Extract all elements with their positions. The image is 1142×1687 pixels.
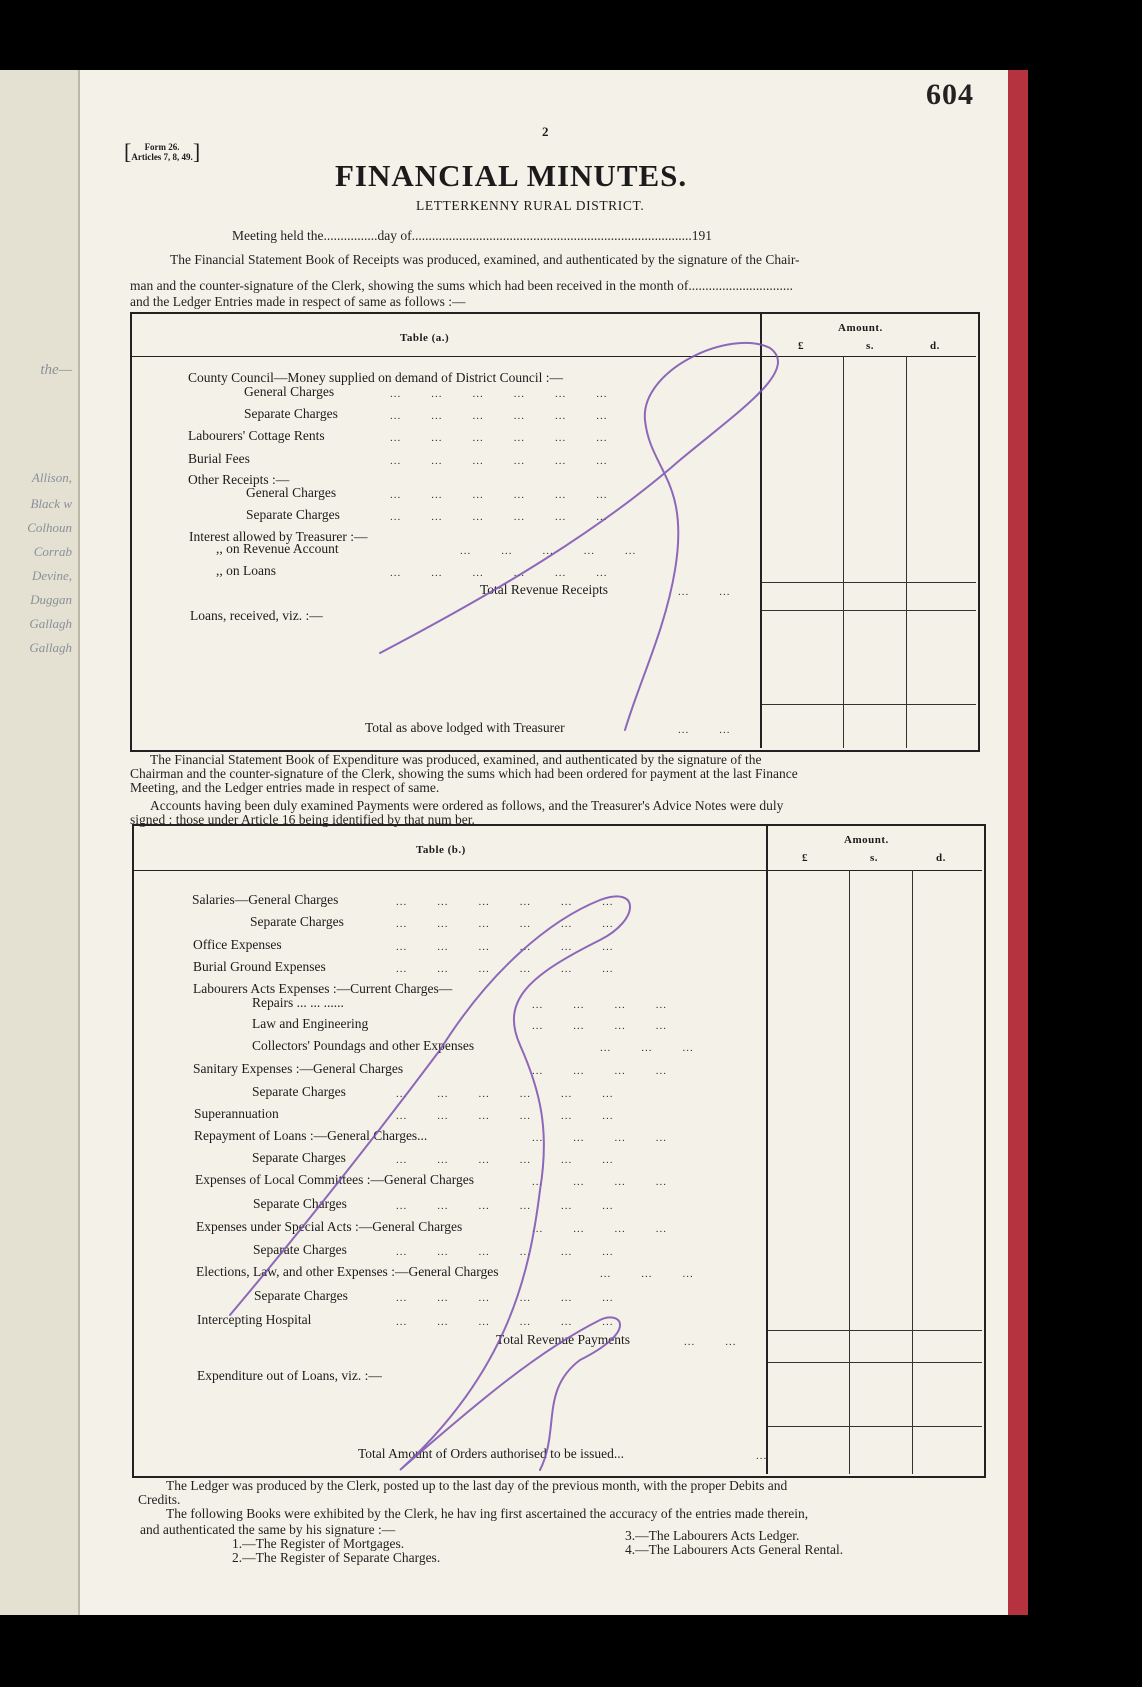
table-a-row: ,, on Revenue Account <box>216 541 339 556</box>
left-facing-page <box>0 70 80 1615</box>
table-b-amount-divider <box>766 826 768 1474</box>
table-b-row: Separate Charges <box>253 1196 347 1211</box>
table-a-row: Labourers' Cottage Rents <box>188 428 325 443</box>
table-a-row: County Council—Money supplied on demand of District Council :— <box>188 370 563 385</box>
left-page-fragment: Corrab <box>33 544 72 559</box>
table-b-title: Table (b.) <box>416 844 466 856</box>
table-b-row: Separate Charges <box>250 914 344 929</box>
table-a-row: Total Revenue Receipts <box>480 582 609 597</box>
book-list-item: 1.—The Register of Mortgages. <box>232 1536 405 1551</box>
meeting-line: Meeting held the................day of...................................................................................191 <box>232 228 712 243</box>
table-a-row: Interest allowed by Treasurer :— <box>189 529 368 544</box>
table-b-row: Office Expenses <box>193 937 282 952</box>
footer-line: The Ledger was produced by the Clerk, posted up to the last day of the previous month, with the proper Debits and <box>166 1478 788 1493</box>
table-a-row: General Charges <box>246 485 337 500</box>
table-b-subtotal-rule <box>768 1362 982 1363</box>
intro-text-line: man and the counter-signature of the Clerk, showing the sums which had been received in the month of............................... <box>130 278 793 293</box>
table-b-row: Sanitary Expenses :—General Charges <box>193 1061 404 1076</box>
left-page-fragment: Black w <box>30 496 72 511</box>
left-page-fragment: Gallagh <box>29 616 72 631</box>
table-a-row: Loans, received, viz. :— <box>190 608 323 623</box>
table-b-row: Total Revenue Payments <box>496 1332 631 1347</box>
left-page-fragment: Colhoun <box>27 520 72 535</box>
table-a-col-rule <box>843 356 844 748</box>
footer-line: The following Books were exhibited by the Clerk, he hav ing first ascertained the accuracy of the entries made therein, <box>166 1506 809 1521</box>
table-a-title: Table (a.) <box>400 332 450 344</box>
book-list-item: 3.—The Labourers Acts Ledger. <box>625 1528 800 1543</box>
footer-line: and authenticated the same by his signature :— <box>140 1522 396 1537</box>
district-name: LETTERKENNY RURAL DISTRICT. <box>416 198 645 213</box>
table-b-row: Separate Charges <box>252 1084 346 1099</box>
table-b-row: Elections, Law, and other Expenses :—General Charges <box>196 1264 499 1279</box>
table-a-row: ,, on Loans <box>216 563 276 578</box>
table-a-total-rule <box>762 704 976 705</box>
table-b-row: Burial Ground Expenses <box>193 959 326 974</box>
table-b-row: Separate Charges <box>254 1288 348 1303</box>
table-b-header-rule <box>134 870 982 871</box>
table-b-subtotal-rule <box>768 1330 982 1331</box>
table-b-col-pence: d. <box>936 852 946 864</box>
left-page-fragment: the— <box>40 362 72 378</box>
book-list-item: 2.—The Register of Separate Charges. <box>232 1550 441 1565</box>
table-b-total-rule <box>768 1426 982 1427</box>
left-page-fragment: Gallagh <box>29 640 72 655</box>
ledger-page: 604 2 [ Form 26. Articles 7, 8, 49.] FINANCIAL MINUTES. LETTERKENNY RURAL DISTRICT. Meeting held the................day of...................................................................................191 The Financial Statement Book of Receipts was produced, examined, and authenticated by the signature of the Chair- man and the counter-signature of the Clerk, showing the sums which had been received in the month of............................... and the Ledger Entries made in respect of same as follows :— Table (a.) Amount. £ s. d. County Council—Money supplied on demand of District Council :— General Charges Separate Charges Labourers' Cottage Rents Burial Fees Other Receipts :— General Charges Separate Charges Interest allowed by Treasurer :— ,, on Revenue Account ,, on Loans Total Revenue Receipts Loans, received, viz. :— Total as above lodged with Treasurer ... ... ... ... ... ... ... ... ... ... ... ... ... ... ... ... ... ... ... ... ... ... ... ... ... ... ... ... ... ... ... ... ... ... ... ... ... ... ... ... ... ... ... ... ... ... ... ... ... ... ... The Financial Statement Book of Expenditure was produced, examined, and authenticated by the signature of the Chairman and the counter-signature of the Clerk, showing the sums which had been ordered for payment at the last Finance Meeting, and the Ledger entries made in respect of same. Accounts having been duly examined Payments were ordered as follows, and the Treasurer's Advice Notes were duly signed : those under Article 16 being identified by that num ber. Table (b.) Amount. £ s. d. Salaries—General Charges Separate Charges Office Expenses Burial Ground Expenses Labourers Acts Expenses :—Current Charges— Repairs ... ... ...... Law and Engineering Collectors' Poundags and other Expenses Sanitary Expenses :—General Charges Separate Charges Superannuation Repayment of Loans :—General Charges... Separate Charges Expenses of Local Committees :—General Charges Separate Charges Expenses under Special Acts :—General Charges Separate Charges Elections, Law, and other Expenses :—General Charges Separate Charges Intercepting Hospital Total Revenue Payments Expenditure out of Loans, viz. :— Total Amount of Orders authorised to be issued... ... ... ... ... ... ... ... ... ... ... ... ... ... ... ... ... ... ... ... ... ... ... ... ... ... ... ... ... ... ... ... ... ... ... ... ... ... ... ... ... ... ... ... ... ... ... ... ... ... ... ... ... ... ... ... ... ... ... ... ... ... ... ... ... ... ... ... ... ... ... ... ... ... ... ... ... ... ... ... ... ... ... ... ... ... ... ... ... ... ... ... ... ... ... ... ... ... ... ... The Ledger was produced by the Clerk, posted up to the last day of the previous month, with the proper Debits and Credits. The following Books were exhibited by the Clerk, he hav ing first ascertained the accuracy of the entries made therein, and authenticated the same by his signature :— 1.—The Register of Mortgages. 2.—The Register of Separate Charges. 3.—The Labourers Acts Ledger. 4.—The Labourers Acts General Rental. <box>80 70 1008 1615</box>
table-a-header-rule <box>132 356 976 357</box>
table-b-row: Repairs ... ... ...... <box>252 995 344 1010</box>
table-b-col-shillings: s. <box>870 852 879 864</box>
table-a-row: Total as above lodged with Treasurer <box>365 720 565 735</box>
accounts-paragraph-line: Accounts having been duly examined Payments were ordered as follows, and the Treasurer's Advice Notes were duly <box>150 798 784 813</box>
table-b-row: Superannuation <box>194 1106 279 1121</box>
left-page-fragment: Duggan <box>30 592 72 607</box>
form-number: Form 26. <box>144 142 180 152</box>
footer-line: Credits. <box>138 1492 181 1507</box>
table-b-row: Collectors' Poundags and other Expenses <box>252 1038 475 1053</box>
table-b-col-rule <box>912 870 913 1474</box>
table-b-row: Expenditure out of Loans, viz. :— <box>197 1368 382 1383</box>
table-a-col-shillings: s. <box>866 340 875 352</box>
table-b-col-pounds: £ <box>802 852 808 864</box>
left-page-fragment: Devine, <box>31 568 72 583</box>
page-number: 604 <box>926 78 974 111</box>
form-articles: Articles 7, 8, 49. <box>131 152 193 162</box>
expenditure-paragraph-line: The Financial Statement Book of Expenditure was produced, examined, and authenticated by the signature of the <box>150 752 762 767</box>
intro-text-line: and the Ledger Entries made in respect of same as follows :— <box>130 294 466 309</box>
intro-text-line: The Financial Statement Book of Receipts was produced, examined, and authenticated by the signature of the Chair- <box>170 252 800 267</box>
table-a-col-pounds: £ <box>798 340 804 352</box>
table-a-amount-header: Amount. <box>838 322 883 334</box>
table-a-amount-divider <box>760 314 762 748</box>
page-title: FINANCIAL MINUTES. <box>335 158 688 193</box>
table-b-amount-header: Amount. <box>844 834 889 846</box>
table-b-row: Separate Charges <box>252 1150 346 1165</box>
table-a-subtotal-rule <box>762 582 976 583</box>
table-b-row: Salaries—General Charges <box>192 892 339 907</box>
expenditure-paragraph-line: Chairman and the counter-signature of the Clerk, showing the sums which had been ordered for payment at the last Finance <box>130 766 798 781</box>
table-b-row: Intercepting Hospital <box>197 1312 312 1327</box>
table-b-row: Labourers Acts Expenses :—Current Charges— <box>193 981 453 996</box>
table-b-row: Repayment of Loans :—General Charges... <box>194 1128 428 1143</box>
table-a-subtotal-rule <box>762 610 976 611</box>
form-reference: [ Form 26. Articles 7, 8, 49.] <box>124 139 201 164</box>
table-b-row: Total Amount of Orders authorised to be issued... <box>358 1446 625 1461</box>
table-b-row: Separate Charges <box>253 1242 347 1257</box>
table-a-col-pence: d. <box>930 340 940 352</box>
table-a-row: Separate Charges <box>246 507 340 522</box>
book-list-item: 4.—The Labourers Acts General Rental. <box>625 1542 844 1557</box>
table-b-row: Expenses of Local Committees :—General Charges <box>195 1172 475 1187</box>
table-a-row: Other Receipts :— <box>188 472 290 487</box>
accounts-paragraph-line: signed : those under Article 16 being identified by that num ber. <box>130 812 475 827</box>
table-a-row: Separate Charges <box>244 406 338 421</box>
expenditure-paragraph-line: Meeting, and the Ledger entries made in respect of same. <box>130 780 440 795</box>
table-b-row: Expenses under Special Acts :—General Charges <box>196 1219 463 1234</box>
sheet-number: 2 <box>542 124 549 139</box>
table-b-col-rule <box>849 870 850 1474</box>
table-b-row: Law and Engineering <box>252 1016 369 1031</box>
left-page-fragment: Allison, <box>31 470 72 485</box>
table-a-col-rule <box>906 356 907 748</box>
table-a-row: Burial Fees <box>188 451 250 466</box>
table-a-row: General Charges <box>244 384 335 399</box>
